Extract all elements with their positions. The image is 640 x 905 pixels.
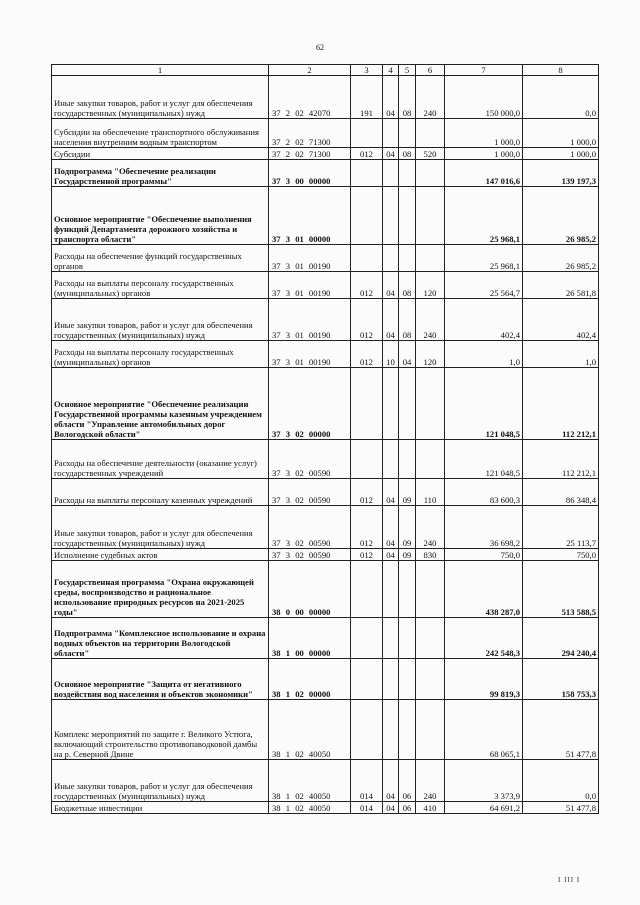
row-col-8: 51 477,8 — [523, 802, 599, 814]
row-col-4: 04 — [383, 272, 399, 299]
row-col-3 — [351, 160, 383, 187]
row-col-7: 147 016,6 — [445, 160, 523, 187]
table-row — [52, 700, 599, 760]
row-code: 38 0 00 00000 — [269, 561, 351, 618]
column-header: 7 — [445, 65, 523, 76]
row-col-5 — [399, 160, 416, 187]
row-col-7: 242 548,3 — [445, 618, 523, 659]
row-col-6: 830 — [416, 549, 445, 561]
row-name: Субсидии — [52, 148, 269, 160]
row-col-8: 294 240,4 — [523, 618, 599, 659]
row-col-6 — [416, 440, 445, 479]
row-col-3 — [351, 618, 383, 659]
table-row — [52, 272, 599, 299]
row-col-8: 25 113,7 — [523, 506, 599, 549]
row-col-8: 750,0 — [523, 549, 599, 561]
row-col-8: 26 985,2 — [523, 187, 599, 245]
row-col-8: 112 212,1 — [523, 368, 599, 440]
row-col-5 — [399, 119, 416, 148]
column-header: 8 — [523, 65, 599, 76]
row-col-4 — [383, 659, 399, 700]
row-col-5: 04 — [399, 341, 416, 368]
row-col-7: 121 048,5 — [445, 368, 523, 440]
row-name: Иные закупки товаров, работ и услуг для обеспечения государственных (муниципальных) нужд — [52, 76, 269, 119]
table-row — [52, 245, 599, 272]
row-col-4 — [383, 119, 399, 148]
table-row — [52, 561, 599, 618]
row-col-5 — [399, 187, 416, 245]
row-col-4 — [383, 561, 399, 618]
row-col-3: 012 — [351, 299, 383, 341]
row-col-8: 51 477,8 — [523, 700, 599, 760]
row-col-4 — [383, 700, 399, 760]
column-header: 3 — [351, 65, 383, 76]
row-col-7: 150 000,0 — [445, 76, 523, 119]
row-code: 37 3 02 00590 — [269, 549, 351, 561]
row-col-8: 86 348,4 — [523, 479, 599, 506]
row-code: 37 3 01 00190 — [269, 299, 351, 341]
row-col-5 — [399, 440, 416, 479]
row-code: 38 1 02 40050 — [269, 760, 351, 802]
row-col-8: 158 753,3 — [523, 659, 599, 700]
row-col-6 — [416, 160, 445, 187]
row-col-7: 1 000,0 — [445, 119, 523, 148]
row-col-8: 26 581,8 — [523, 272, 599, 299]
row-col-8: 1 000,0 — [523, 119, 599, 148]
row-col-5: 08 — [399, 76, 416, 119]
row-col-6 — [416, 187, 445, 245]
row-code: 37 3 00 00000 — [269, 160, 351, 187]
table-row — [52, 618, 599, 659]
row-col-7: 83 600,3 — [445, 479, 523, 506]
row-col-5: 08 — [399, 272, 416, 299]
table-row — [52, 187, 599, 245]
row-col-4: 04 — [383, 76, 399, 119]
row-col-4: 04 — [383, 549, 399, 561]
row-col-5: 06 — [399, 760, 416, 802]
row-col-6: 240 — [416, 760, 445, 802]
row-code: 37 3 02 00590 — [269, 506, 351, 549]
row-col-3: 012 — [351, 479, 383, 506]
row-code: 37 2 02 71300 — [269, 119, 351, 148]
footer-mark: I III I — [558, 876, 581, 884]
row-col-7: 1 000,0 — [445, 148, 523, 160]
row-name: Бюджетные инвестиции — [52, 802, 269, 814]
row-col-3: 012 — [351, 148, 383, 160]
table-row — [52, 119, 599, 148]
row-col-4 — [383, 160, 399, 187]
row-col-7: 1,0 — [445, 341, 523, 368]
row-col-6: 520 — [416, 148, 445, 160]
table-row — [52, 479, 599, 506]
table-row — [52, 368, 599, 440]
row-col-3: 191 — [351, 76, 383, 119]
row-col-7: 402,4 — [445, 299, 523, 341]
row-col-6: 410 — [416, 802, 445, 814]
row-code: 37 3 02 00000 — [269, 368, 351, 440]
row-code: 37 2 02 71300 — [269, 148, 351, 160]
row-col-3 — [351, 659, 383, 700]
row-code: 37 2 02 42070 — [269, 76, 351, 119]
row-col-3 — [351, 561, 383, 618]
row-col-6: 120 — [416, 341, 445, 368]
row-code: 37 3 02 00590 — [269, 440, 351, 479]
row-name: Расходы на обеспечение деятельности (оказание услуг) государственных учреждений — [52, 440, 269, 479]
table-row — [52, 440, 599, 479]
row-col-3 — [351, 187, 383, 245]
row-col-4 — [383, 618, 399, 659]
row-name: Основное мероприятие "Обеспечение выполнения функций Департамента дорожного хозяйства и транспорта области" — [52, 187, 269, 245]
row-name: Подпрограмма "Обеспечение реализации Государственной программы" — [52, 160, 269, 187]
column-header: 1 — [52, 65, 269, 76]
row-col-5: 09 — [399, 479, 416, 506]
row-col-6: 240 — [416, 76, 445, 119]
row-name: Иные закупки товаров, работ и услуг для обеспечения государственных (муниципальных) нужд — [52, 299, 269, 341]
row-code: 37 3 01 00190 — [269, 245, 351, 272]
row-code: 37 3 01 00190 — [269, 272, 351, 299]
row-name: Расходы на обеспечение функций государственных органов — [52, 245, 269, 272]
row-col-6: 110 — [416, 479, 445, 506]
row-col-4: 04 — [383, 299, 399, 341]
row-name: Иные закупки товаров, работ и услуг для обеспечения государственных (муниципальных) нужд — [52, 506, 269, 549]
column-header: 6 — [416, 65, 445, 76]
row-col-7: 750,0 — [445, 549, 523, 561]
row-name: Субсидии на обеспечение транспортного обслуживания населения внутренним водным транспортом — [52, 119, 269, 148]
row-col-5 — [399, 700, 416, 760]
row-col-7: 25 968,1 — [445, 187, 523, 245]
row-code: 38 1 02 00000 — [269, 659, 351, 700]
row-col-6 — [416, 245, 445, 272]
row-col-4 — [383, 440, 399, 479]
row-col-3: 012 — [351, 272, 383, 299]
row-code: 37 3 01 00190 — [269, 341, 351, 368]
row-col-5 — [399, 368, 416, 440]
row-name: Комплекс мероприятий по защите г. Великого Устюга, включающий строительство противопаводковой дамбы на р. Северной Двине — [52, 700, 269, 760]
row-col-4 — [383, 187, 399, 245]
table-row — [52, 76, 599, 119]
row-col-3 — [351, 440, 383, 479]
row-col-6 — [416, 618, 445, 659]
row-col-8: 513 588,5 — [523, 561, 599, 618]
row-col-5 — [399, 245, 416, 272]
row-col-8: 1 000,0 — [523, 148, 599, 160]
row-name: Государственная программа "Охрана окружающей среды, воспроизводство и рациональное использование природных ресурсов на 2021-2025 годы" — [52, 561, 269, 618]
row-name: Основное мероприятие "Защита от негативного воздействия вод населения и объектов экономики" — [52, 659, 269, 700]
row-col-7: 64 691,2 — [445, 802, 523, 814]
row-col-3 — [351, 119, 383, 148]
table-row — [52, 341, 599, 368]
row-col-5: 08 — [399, 299, 416, 341]
column-header: 4 — [383, 65, 399, 76]
row-col-4: 04 — [383, 506, 399, 549]
row-col-3: 014 — [351, 760, 383, 802]
row-col-6 — [416, 700, 445, 760]
row-name: Исполнение судебных актов — [52, 549, 269, 561]
row-name: Подпрограмма "Комплексное использование и охрана водных объектов на территории Вологодской области" — [52, 618, 269, 659]
row-col-3: 012 — [351, 341, 383, 368]
row-col-3 — [351, 245, 383, 272]
row-col-5: 09 — [399, 549, 416, 561]
row-col-8: 1,0 — [523, 341, 599, 368]
row-code: 38 1 02 40050 — [269, 802, 351, 814]
row-name: Расходы на выплаты персоналу государственных (муниципальных) органов — [52, 272, 269, 299]
column-header: 2 — [269, 65, 351, 76]
column-header: 5 — [399, 65, 416, 76]
row-col-7: 25 968,1 — [445, 245, 523, 272]
row-col-8: 402,4 — [523, 299, 599, 341]
row-col-7: 121 048,5 — [445, 440, 523, 479]
row-name: Иные закупки товаров, работ и услуг для обеспечения государственных (муниципальных) нужд — [52, 760, 269, 802]
row-code: 37 3 02 00590 — [269, 479, 351, 506]
table-row — [52, 160, 599, 187]
row-name: Основное мероприятие "Обеспечение реализации Государственной программы казенным учреждением области "Управление автомобильных дорог Вологодской области" — [52, 368, 269, 440]
page-number: 62 — [316, 43, 324, 52]
row-col-7: 3 373,9 — [445, 760, 523, 802]
row-col-4: 10 — [383, 341, 399, 368]
row-col-8: 0,0 — [523, 760, 599, 802]
row-col-8: 112 212,1 — [523, 440, 599, 479]
row-col-4: 04 — [383, 802, 399, 814]
row-col-6: 240 — [416, 506, 445, 549]
table-row — [52, 506, 599, 549]
row-col-7: 99 819,3 — [445, 659, 523, 700]
row-col-4 — [383, 245, 399, 272]
row-col-8: 26 985,2 — [523, 245, 599, 272]
table-row — [52, 148, 599, 160]
row-code: 37 3 01 00000 — [269, 187, 351, 245]
row-col-4: 04 — [383, 148, 399, 160]
table-header-row — [52, 65, 599, 76]
row-col-8: 139 197,3 — [523, 160, 599, 187]
row-col-6: 120 — [416, 272, 445, 299]
row-col-4: 04 — [383, 760, 399, 802]
budget-table — [51, 64, 599, 814]
row-col-6 — [416, 119, 445, 148]
row-name: Расходы на выплаты персоналу казенных учреждений — [52, 479, 269, 506]
row-col-6 — [416, 659, 445, 700]
row-col-3: 014 — [351, 802, 383, 814]
row-code: 38 1 00 00000 — [269, 618, 351, 659]
table-row — [52, 760, 599, 802]
row-col-3: 012 — [351, 506, 383, 549]
row-code: 38 1 02 40050 — [269, 700, 351, 760]
table-row — [52, 659, 599, 700]
table-row — [52, 299, 599, 341]
row-col-3 — [351, 700, 383, 760]
row-col-6 — [416, 561, 445, 618]
row-col-7: 25 564,7 — [445, 272, 523, 299]
table-body — [52, 76, 599, 814]
row-col-7: 438 287,0 — [445, 561, 523, 618]
row-col-5 — [399, 618, 416, 659]
table-row — [52, 549, 599, 561]
row-col-7: 36 698,2 — [445, 506, 523, 549]
row-name: Расходы на выплаты персоналу государственных (муниципальных) органов — [52, 341, 269, 368]
row-col-3 — [351, 368, 383, 440]
row-col-8: 0,0 — [523, 76, 599, 119]
row-col-5: 06 — [399, 802, 416, 814]
table-row — [52, 802, 599, 814]
row-col-3: 012 — [351, 549, 383, 561]
row-col-4 — [383, 368, 399, 440]
row-col-5: 08 — [399, 148, 416, 160]
row-col-5 — [399, 659, 416, 700]
row-col-5: 09 — [399, 506, 416, 549]
row-col-6: 240 — [416, 299, 445, 341]
row-col-6 — [416, 368, 445, 440]
row-col-4: 04 — [383, 479, 399, 506]
row-col-7: 68 065,1 — [445, 700, 523, 760]
row-col-5 — [399, 561, 416, 618]
